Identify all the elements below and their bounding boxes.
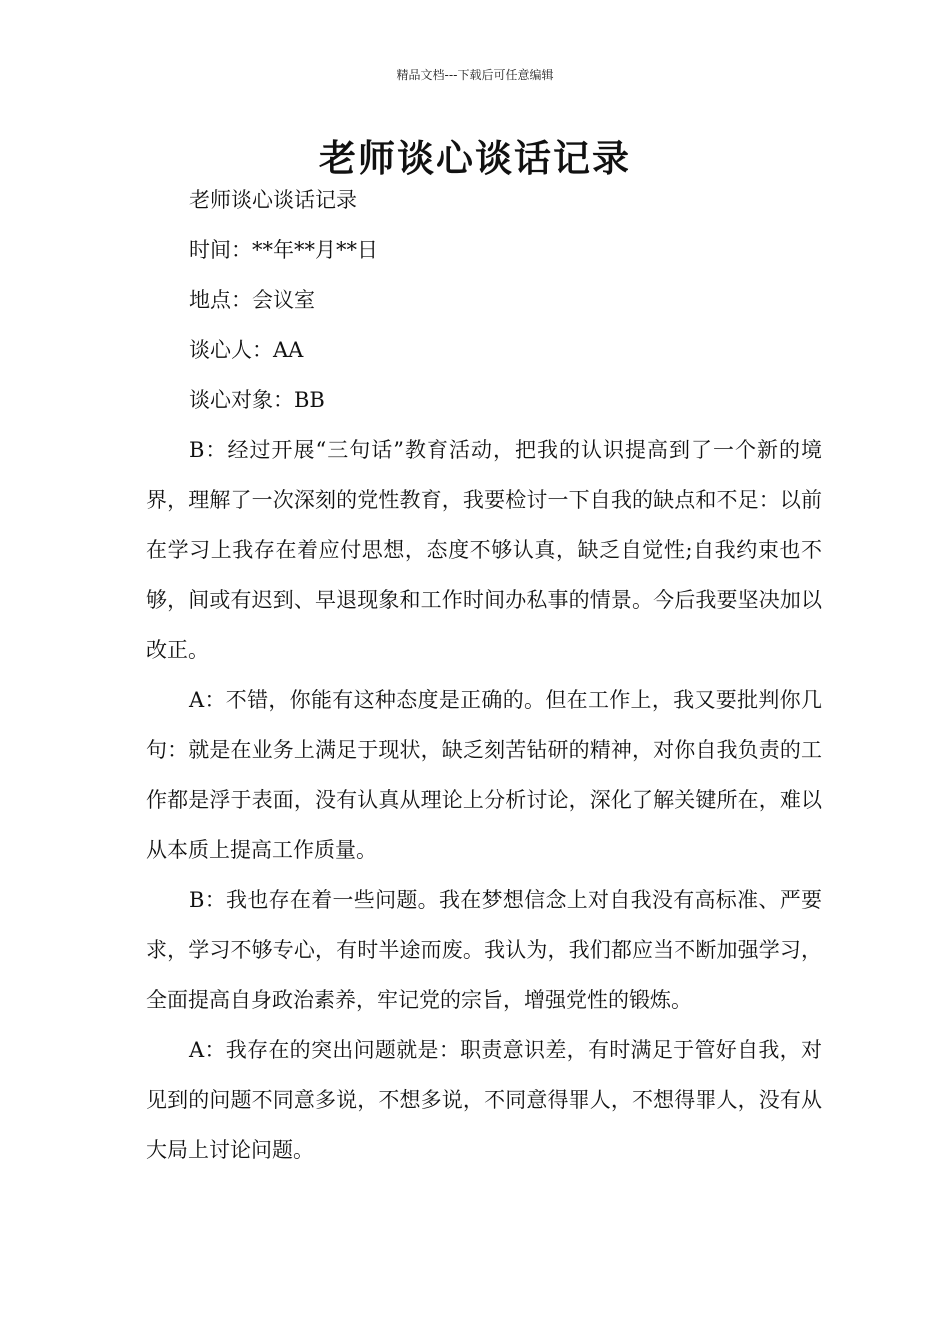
paragraph-subtitle: 老师谈心谈话记录 — [189, 188, 357, 212]
paragraph-speaker: 谈心人：AA — [189, 338, 304, 362]
paragraph-location: 地点：会议室 — [189, 288, 315, 312]
paragraph-dialogue: A：我存在的突出问题就是：职责意识差，有时满足于管好自我，对见到的问题不同意多说，不想多说，不同意得罪人，不想得罪人，没有从大局上讨论问题。 — [146, 1038, 822, 1162]
paragraph-dialogue: B：经过开展“三句话”教育活动，把我的认识提高到了一个新的境界，理解了一次深刻的党性教育，我要检讨一下自我的缺点和不足：以前在学习上我存在着应付思想，态度不够认真，缺乏自觉性;自我约束也不够，间或有迟到、早退现象和工作时间办私事的情景。今后我要坚决加以改正。 — [146, 438, 822, 662]
document-body — [146, 175, 822, 1175]
header-note: 精品文档---下载后可任意编辑 — [396, 68, 554, 82]
document-title: 老师谈心谈话记录 — [319, 137, 631, 180]
paragraph-listener: 谈心对象：BB — [189, 388, 325, 412]
paragraph-dialogue: B：我也存在着一些问题。我在梦想信念上对自我没有高标准、严要求，学习不够专心，有时半途而废。我认为，我们都应当不断加强学习，全面提高自身政治素养，牢记党的宗旨，增强党性的锻炼。 — [146, 888, 822, 1012]
paragraph-dialogue: A：不错，你能有这种态度是正确的。但在工作上，我又要批判你几句：就是在业务上满足于现状，缺乏刻苦钻研的精神，对你自我负责的工作都是浮于表面，没有认真从理论上分析讨论，深化了解关键所在，难以从本质上提高工作质量。 — [146, 688, 822, 862]
paragraph-time: 时间：**年**月**日 — [189, 238, 378, 262]
